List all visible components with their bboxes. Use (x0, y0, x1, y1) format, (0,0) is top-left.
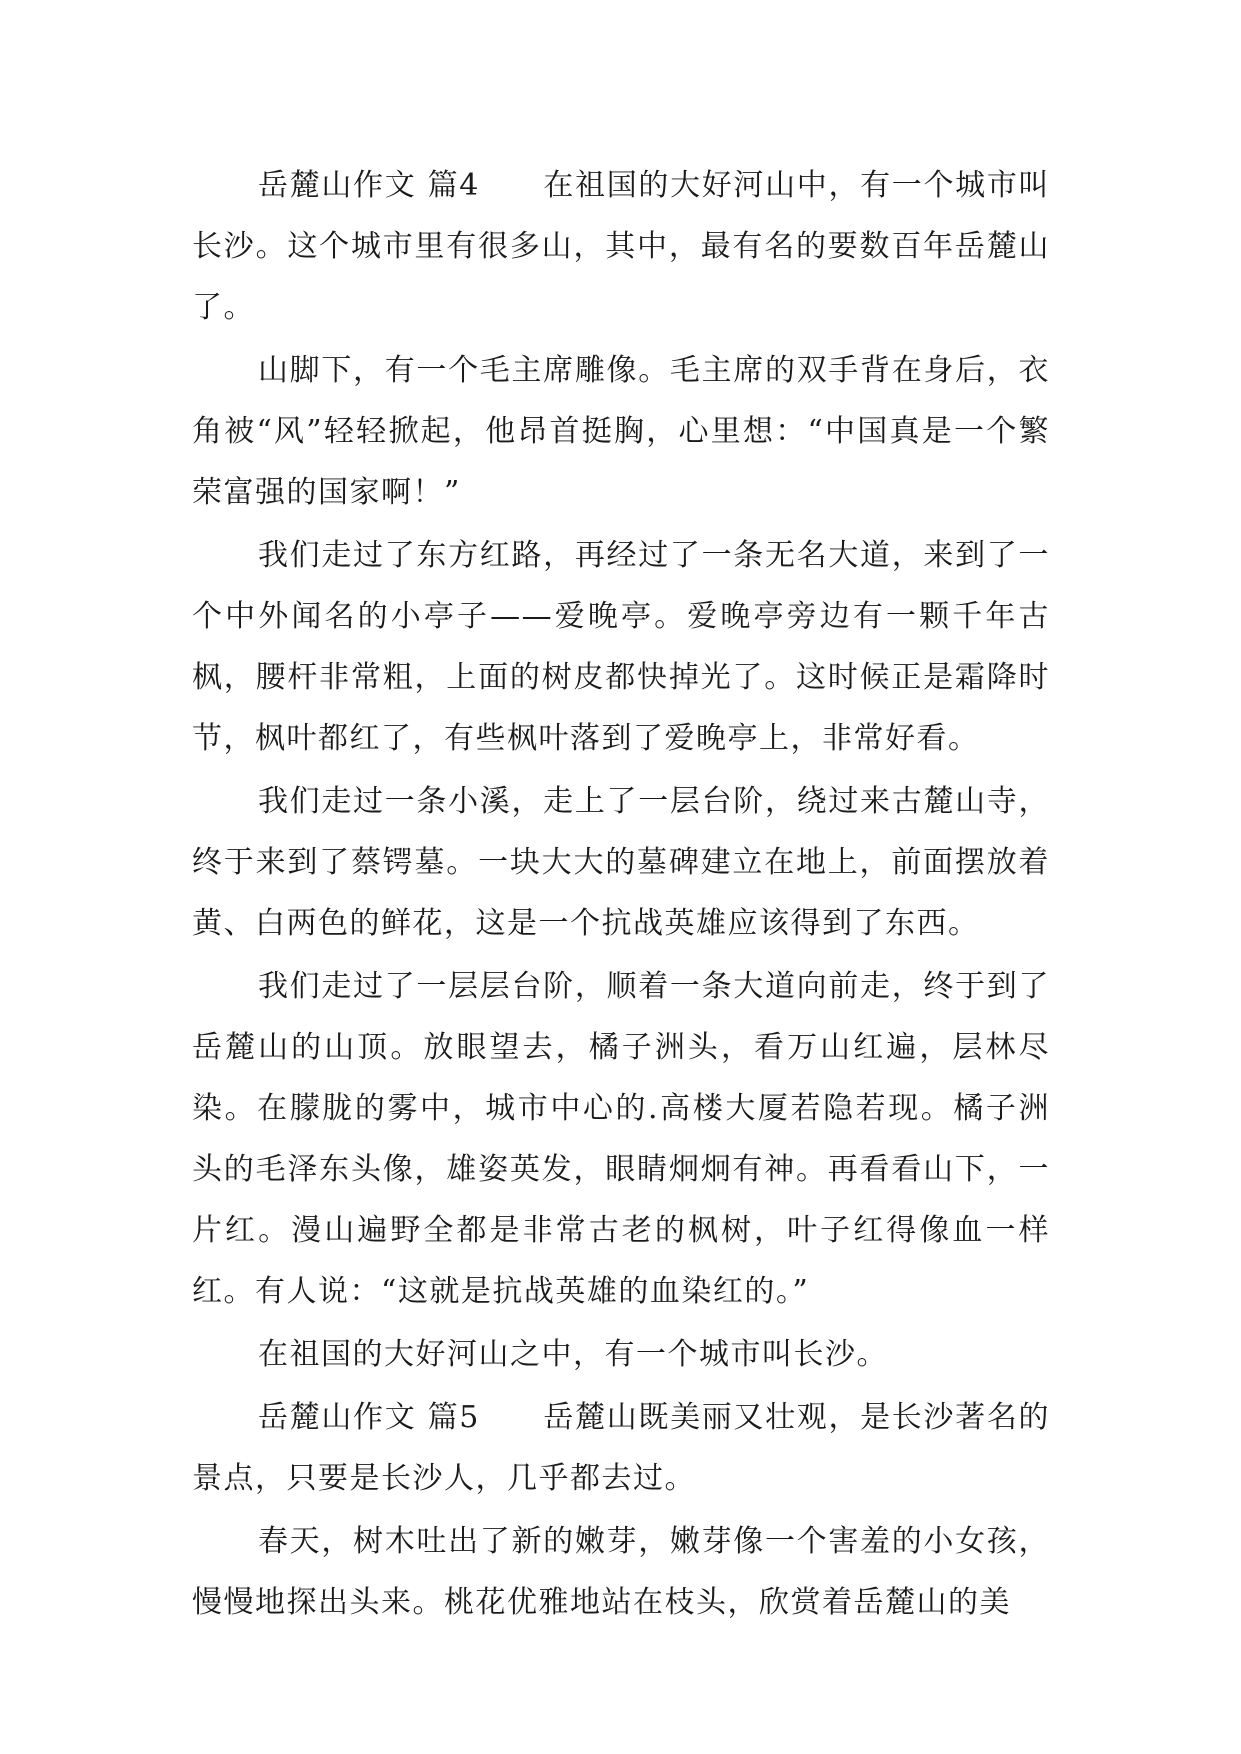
paragraph-summit-view: 我们走过了一层层台阶，顺着一条大道向前走，终于到了岳麓山的山顶。放眼望去，橘子洲头，看万山红遍，层林尽染。在朦胧的雾中，城市中心的.高楼大厦若隐若现。橘子洲头的毛泽东头像，雄姿英发，眼睛炯炯有神。再看看山下，一片红。漫山遍野全都是非常古老的枫树，叶子红得像血一样红。有人说：“这就是抗战英雄的血染红的。” (192, 969, 1050, 1309)
document-body (192, 155, 1050, 1633)
paragraph-essay4-intro: 岳麓山作文 篇4 在祖国的大好河山中，有一个城市叫长沙。这个城市里有很多山，其中，最有名的要数百年岳麓山了。 (192, 168, 1050, 325)
paragraph-essay5-intro: 岳麓山作文 篇5 岳麓山既美丽又壮观，是长沙著名的景点，只要是长沙人，几乎都去过。 (192, 1400, 1050, 1496)
paragraph-aiwan-pavilion: 我们走过了东方红路，再经过了一条无名大道，来到了一个中外闻名的小亭子——爱晚亭。爱晚亭旁边有一颗千年古枫，腰杆非常粗，上面的树皮都快掉光了。这时候正是霜降时节，枫叶都红了，有些枫叶落到了爱晚亭上，非常好看。 (192, 538, 1050, 756)
paragraph-spring: 春天，树木吐出了新的嫩芽，嫩芽像一个害羞的小女孩，慢慢地探出头来。桃花优雅地站在枝头，欣赏着岳麓山的美 (192, 1524, 1050, 1620)
paragraph-caie-tomb: 我们走过一条小溪，走上了一层台阶，绕过来古麓山寺，终于来到了蔡锷墓。一块大大的墓碑建立在地上，前面摆放着黄、白两色的鲜花，这是一个抗战英雄应该得到了东西。 (192, 784, 1050, 941)
paragraph-mao-statue: 山脚下，有一个毛主席雕像。毛主席的双手背在身后，衣角被“风”轻轻掀起，他昂首挺胸，心里想：“中国真是一个繁荣富强的国家啊！” (192, 353, 1050, 510)
paragraph-changsha-closing: 在祖国的大好河山之中，有一个城市叫长沙。 (258, 1337, 888, 1372)
